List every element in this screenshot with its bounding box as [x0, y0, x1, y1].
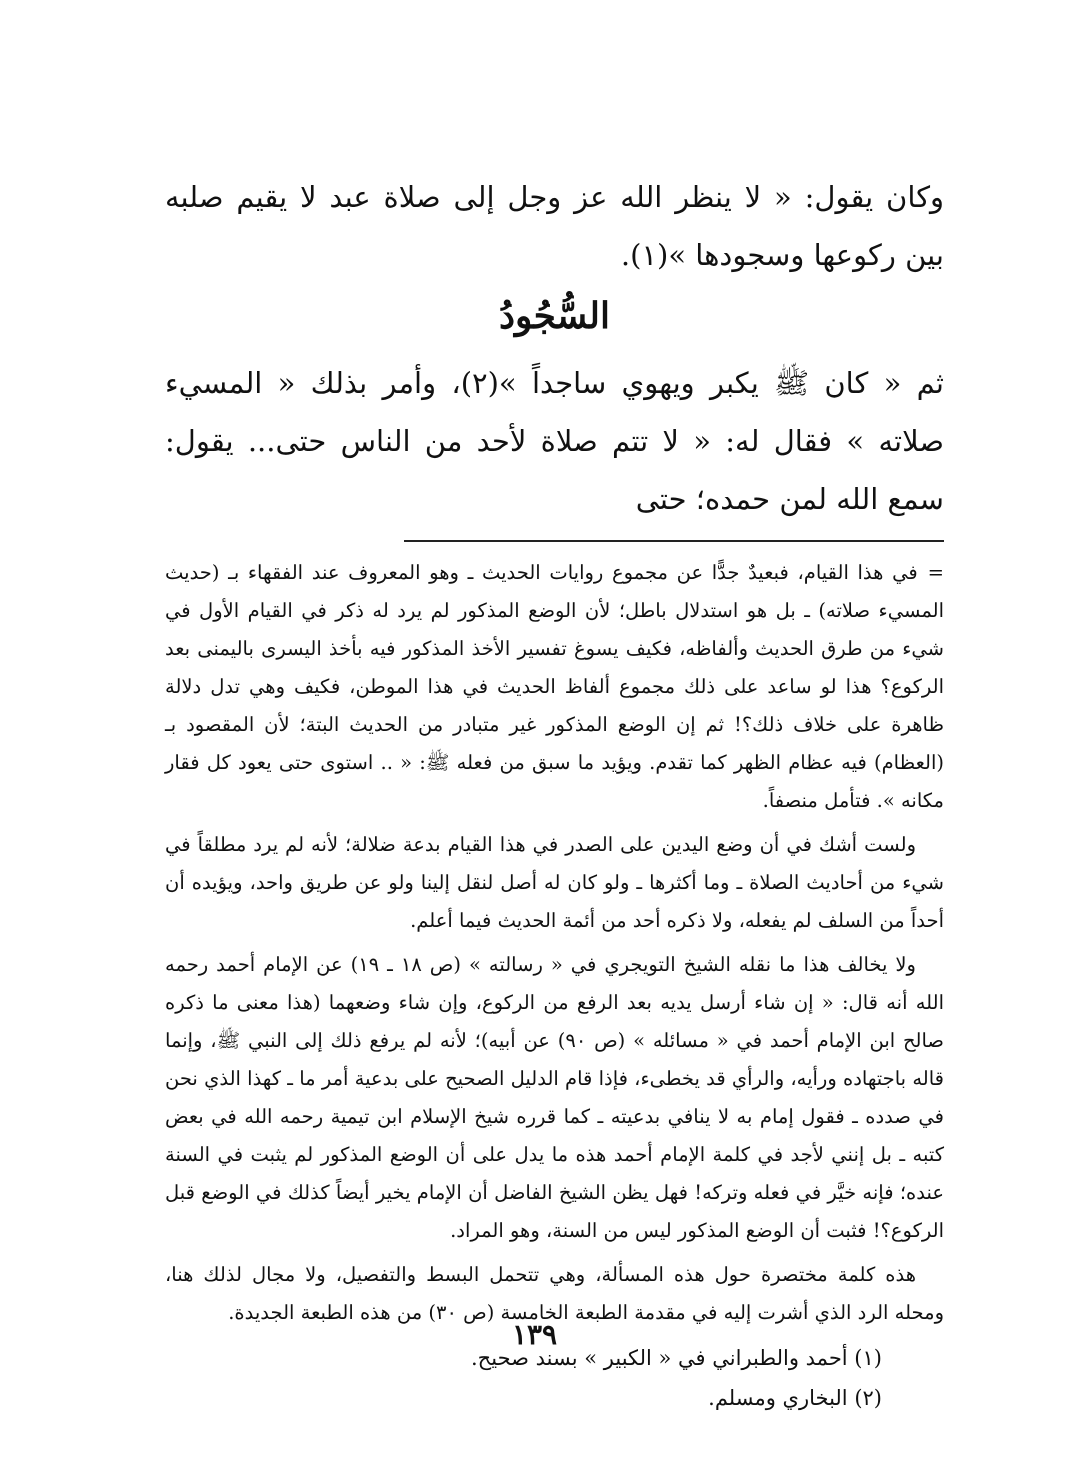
footnote-paragraph-2: ولست أشك في أن وضع اليدين على الصدر في هذا القيام بدعة ضلالة؛ لأنه لم يرد مطلقاً في شيء من أحاديث الصلاة ـ وما أكثرها ـ ولو كان له أصل لنقل إلينا ولو عن طريق واحد، ويؤيده أن أحداً من السلف لم يفعله، ولا ذكره أحد من أئمة الحديث فيما أعلم.: [165, 833, 944, 932]
footnotes: [165, 554, 944, 1332]
paragraph-1: وكان يقول: « لا ينظر الله عز وجل إلى صلاة عبد لا يقيم صلبه بين ركوعها وسجودها »(١).: [165, 180, 944, 272]
footnote-divider: [404, 540, 944, 542]
main-text: [165, 168, 944, 528]
footnote-continued: =في هذا القيام، فبعيدٌ جدًّا عن مجموع روايات الحديث ـ وهو المعروف عند الفقهاء بـ (حديث المسيء صلاته) ـ بل هو استدلال باطل؛ لأن الوضع المذكور لم يرد له ذكر في القيام الأول في شيء من طرق الحديث وألفاظه، فكيف يسوغ تفسير الأخذ المذكور فيه بأخذ اليسرى باليمنى بعد الركوع؟ هذا لو ساعد على ذلك مجموع ألفاظ الحديث في هذا الموطن، فكيف وهي تدل دلالة ظاهرة على خلاف ذلك؟! ثم إن الوضع المذكور غير متبادر من الحديث البتة؛ لأن المقصود بـ (العظام) فيه عظام الظهر كما تقدم. ويؤيد ما سبق من فعله ﷺ: « .. استوى حتى يعود كل فقار مكانه ». فتأمل منصفاً.: [165, 554, 944, 820]
page-number: ١٣٩: [511, 1318, 558, 1351]
footnote-paragraph-4: هذه كلمة مختصرة حول هذه المسألة، وهي تتحمل البسط والتفصيل، ولا مجال لذلك هنا، ومحله الرد الذي أشرت إليه في مقدمة الطبعة الخامسة (ص ٣٠) من هذه الطبعة الجديدة.: [165, 1263, 944, 1324]
reference-1: (١) أحمد والطبراني في « الكبير » بسند صحيح.: [471, 1346, 882, 1370]
paragraph-2: ثم « كان ﷺ يكبر ويهوي ساجداً »(٢)، وأمر بذلك « المسيء صلاته » فقال له: « لا تتم صلاة لأحد من الناس حتى... يقول: سمع الله لمن حمده؛ حتى: [165, 366, 944, 516]
footnote-paragraph-3: ولا يخالف هذا ما نقله الشيخ التويجري في « رسالته » (ص ١٨ ـ ١٩) عن الإمام أحمد رحمه الله أنه قال: « إن شاء أرسل يديه بعد الرفع من الركوع، وإن شاء وضعهما (هذا معنى ما ذكره صالح ابن الإمام أحمد في « مسائله » (ص ٩٠) عن أبيه)؛ لأنه لم يرفع ذلك إلى النبي ﷺ، وإنما قاله باجتهاده ورأيه، والرأي قد يخطىء، فإذا قام الدليل الصحيح على بدعية أمر ما ـ كهذا الذي نحن في صدده ـ فقول إمام به لا ينافي بدعيته ـ كما قرره شيخ الإسلام ابن تيمية رحمه الله في بعض كتبه ـ بل إنني لأجد في كلمة الإمام أحمد هذه ما يدل على أن الوضع المذكور لم يثبت في السنة عنده؛ فإنه خيَّر في فعله وتركه! فهل يظن الشيخ الفاضل أن الإمام يخير أيضاً كذلك في الوضع قبل الركوع؟! فثبت أن الوضع المذكور ليس من السنة، وهو المراد.: [165, 953, 944, 1242]
reference-2: (٢) البخاري ومسلم.: [708, 1386, 882, 1410]
continuation-marker: =: [927, 561, 944, 584]
section-heading: السُّجُودُ: [499, 295, 610, 337]
